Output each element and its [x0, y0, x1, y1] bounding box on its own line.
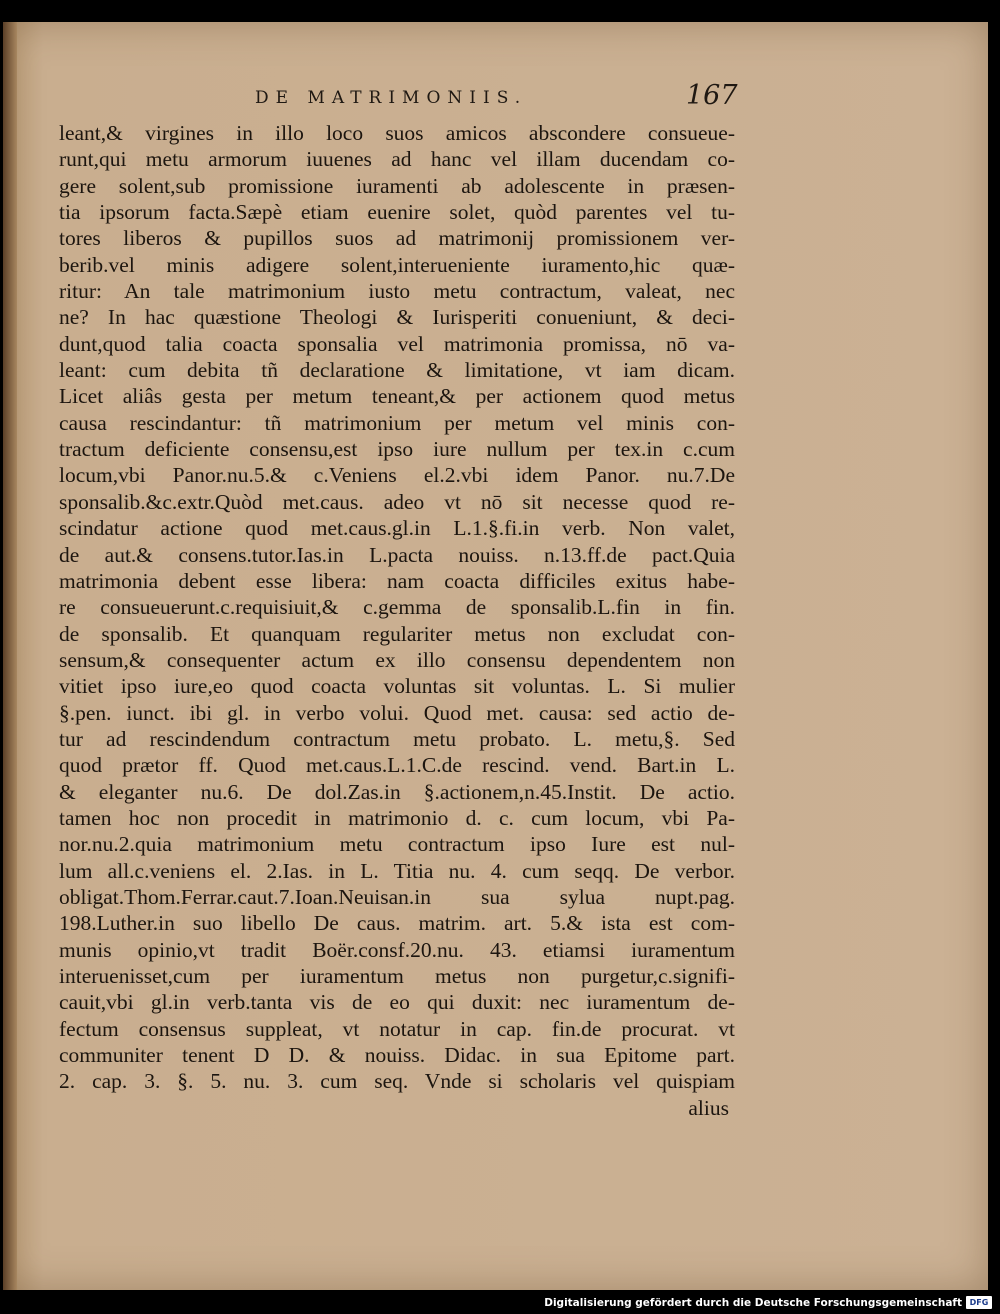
- text-line: lum all.c.veniens el. 2.Ias. in L. Titia nu. 4. cum seqq. De verbor.: [59, 858, 735, 883]
- dfg-logo: DFG: [966, 1296, 992, 1309]
- text-line: Licet aliâs gesta per metum teneant,& per actionem quod metus: [59, 384, 735, 409]
- text-line: alius: [688, 1095, 729, 1120]
- text-line: re consueuerunt.c.requisiuit,& c.gemma de sponsalib.L.fin in fin.: [59, 595, 735, 620]
- footer-credit: [544, 1296, 992, 1309]
- text-line: leant,& virgines in illo loco suos amicos abscondere consueue-: [59, 121, 735, 145]
- text-line: sensum,& consequenter actum ex illo consensu dependentem non: [59, 647, 735, 672]
- text-line: cauit,vbi gl.in verb.tanta vis de eo qui duxit: nec iuramentum de-: [59, 990, 735, 1015]
- text-line: ritur: An tale matrimonium iusto metu contractum, valeat, nec: [59, 279, 735, 304]
- text-line: causa rescindantur: tñ matrimonium per metum vel minis con-: [59, 410, 735, 435]
- text-line: tur ad rescindendum contractum metu probato. L. metu,§. Sed: [59, 726, 735, 751]
- footer-credit-text: Digitalisierung gefördert durch die Deutsche Forschungsgemeinschaft: [544, 1296, 962, 1309]
- text-line: dunt,quod talia coacta sponsalia vel matrimonia promissa, nō va-: [59, 331, 735, 356]
- text-line: de sponsalib. Et quanquam regulariter metus non excludat con-: [59, 621, 735, 646]
- text-line: matrimonia debent esse libera: nam coacta difficiles exitus habe-: [59, 568, 735, 593]
- text-block: [59, 120, 735, 1121]
- text-line: locum,vbi Panor.nu.5.& c.Veniens el.2.vbi idem Panor. nu.7.De: [59, 463, 735, 488]
- text-line: §.pen. iunct. ibi gl. in verbo volui. Quod met. causa: sed actio de-: [59, 700, 735, 725]
- text-line: quod prætor ff. Quod met.caus.L.1.C.de rescind. vend. Bart.in L.: [59, 753, 735, 778]
- book-spine: [3, 22, 17, 1290]
- page-number: 167: [686, 80, 738, 111]
- text-line: communiter tenent D D. & nouiss. Didac. in sua Epitome part.: [59, 1043, 735, 1068]
- text-line: gere solent,sub promissione iuramenti ab adolescente in præsen-: [59, 173, 735, 198]
- text-line: runt,qui metu armorum iuuenes ad hanc vel illam ducendam co-: [59, 147, 735, 172]
- text-line: vitiet ipso iure,eo quod coacta voluntas sit voluntas. L. Si mulier: [59, 674, 735, 699]
- running-head: DE MATRIMONIIS.: [255, 88, 528, 108]
- text-line: tores liberos & pupillos suos ad matrimonij promissionem ver-: [59, 226, 735, 251]
- text-line: & eleganter nu.6. De dol.Zas.in §.actionem,n.45.Instit. De actio.: [59, 779, 735, 804]
- text-line: tamen hoc non procedit in matrimonio d. c. cum locum, vbi Pa-: [59, 805, 735, 830]
- text-line: tractum deficiente consensu,est ipso iure nullum per tex.in c.cum: [59, 437, 735, 462]
- text-line: obligat.Thom.Ferrar.caut.7.Ioan.Neuisan.in sua sylua nupt.pag.: [59, 884, 735, 909]
- text-line: munis opinio,vt tradit Boër.consf.20.nu. 43. etiamsi iuramentum: [59, 937, 735, 962]
- text-line: leant: cum debita tñ declaratione & limitatione, vt iam dicam.: [59, 358, 735, 383]
- text-line: 198.Luther.in suo libello De caus. matrim. art. 5.& ista est com-: [59, 911, 735, 936]
- text-line: 2. cap. 3. §. 5. nu. 3. cum seq. Vnde si scholaris vel quispiam: [59, 1069, 735, 1094]
- text-line: interuenisset,cum per iuramentum metus non purgetur,c.signifi-: [59, 964, 735, 988]
- text-line: fectum consensus suppleat, vt notatur in cap. fin.de procurat. vt: [59, 1016, 735, 1041]
- text-line: scindatur actione quod met.caus.gl.in L.1.§.fi.in verb. Non valet,: [59, 516, 735, 541]
- text-line: berib.vel minis adigere solent,interueniente iuramento,hic quæ-: [59, 252, 735, 277]
- text-line: ne? In hac quæstione Theologi & Iurisperiti conueniunt, & deci-: [59, 305, 735, 330]
- book-page: [3, 22, 988, 1290]
- text-line: tia ipsorum facta.Sæpè etiam euenire solet, quòd parentes vel tu-: [59, 200, 735, 225]
- text-line: nor.nu.2.quia matrimonium metu contractum ipso Iure est nul-: [59, 832, 735, 857]
- text-line: sponsalib.&c.extr.Quòd met.caus. adeo vt nō sit necesse quod re-: [59, 489, 735, 514]
- text-line: de aut.& consens.tutor.Ias.in L.pacta nouiss. n.13.ff.de pact.Quia: [59, 542, 735, 567]
